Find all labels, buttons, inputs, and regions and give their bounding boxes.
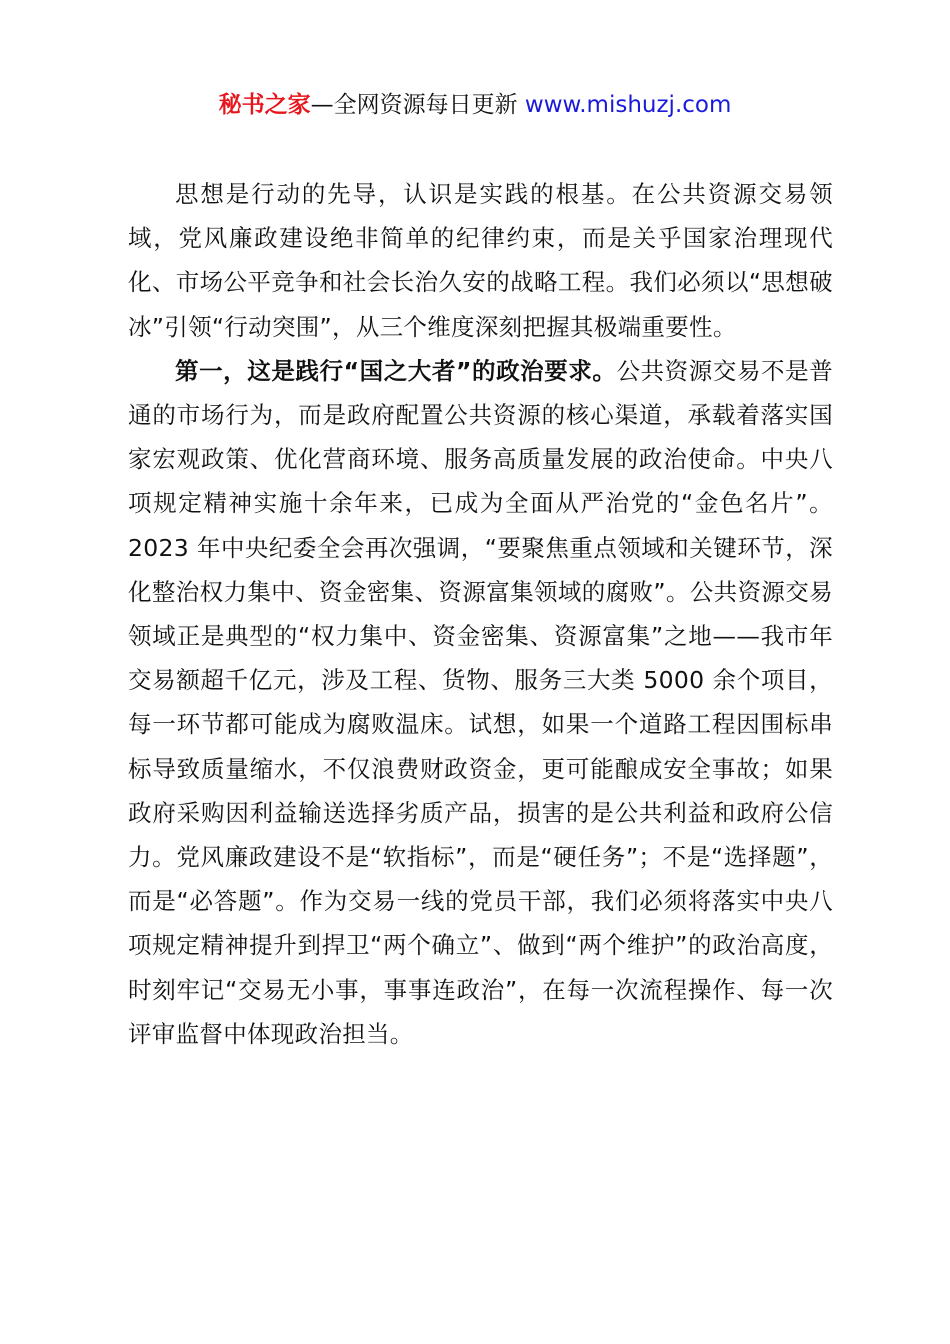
paragraph-text: 公共资源交易不是普通的市场行为，而是政府配置公共资源的核心渠道，承载着落实国家宏观政策、优化营商环境、服务高质量发展的政治使命。中央八项规定精神实施十余年来，已成为全面从严治党的“金色名片”。2023 年中央纪委全会再次强调，“要聚焦重点领域和关键环节，深化整治权力集中、资金密集、资源富集领域的腐败”。公共资源交易领域正是典型的“权力集中、资金密集、资源富集”之地——我市年交易额超千亿元，涉及工程、货物、服务三大类 5000 余个项目，每一环节都可能成为腐败温床。试想，如果一个道路工程因围标串标导致质量缩水，不仅浪费财政资金，更可能酿成安全事故；如果政府采购因利益输送选择劣质产品，损害的是公共利益和政府公信力。党风廉政建设不是“软指标”，而是“硬任务”；不是“选择题”，而是“必答题”。作为交易一线的党员干部，我们必须将落实中央八项规定精神提升到捍卫“两个确立”、做到“两个维护”的政治高度，时刻牢记“交易无小事，事事连政治”，在每一次流程操作、每一次评审监督中体现政治担当。	[128, 356, 833, 1048]
paragraph-first-point	[128, 349, 833, 1056]
site-slogan: —全网资源每日更新	[310, 92, 525, 118]
site-brand: 秘书之家	[218, 92, 311, 118]
paragraph-lead-heading: 第一，这是践行“国之大者”的政治要求。	[175, 356, 617, 385]
paragraph-intro	[128, 172, 833, 349]
site-header	[0, 88, 950, 122]
document-body	[128, 172, 833, 1056]
site-url-link[interactable]: www.mishuzj.com	[524, 92, 732, 118]
paragraph-text: 思想是行动的先导，认识是实践的根基。在公共资源交易领域，党风廉政建设绝非简单的纪律约束，而是关乎国家治理现代化、市场公平竞争和社会长治久安的战略工程。我们必须以“思想破冰”引领“行动突围”，从三个维度深刻把握其极端重要性。	[128, 180, 833, 341]
